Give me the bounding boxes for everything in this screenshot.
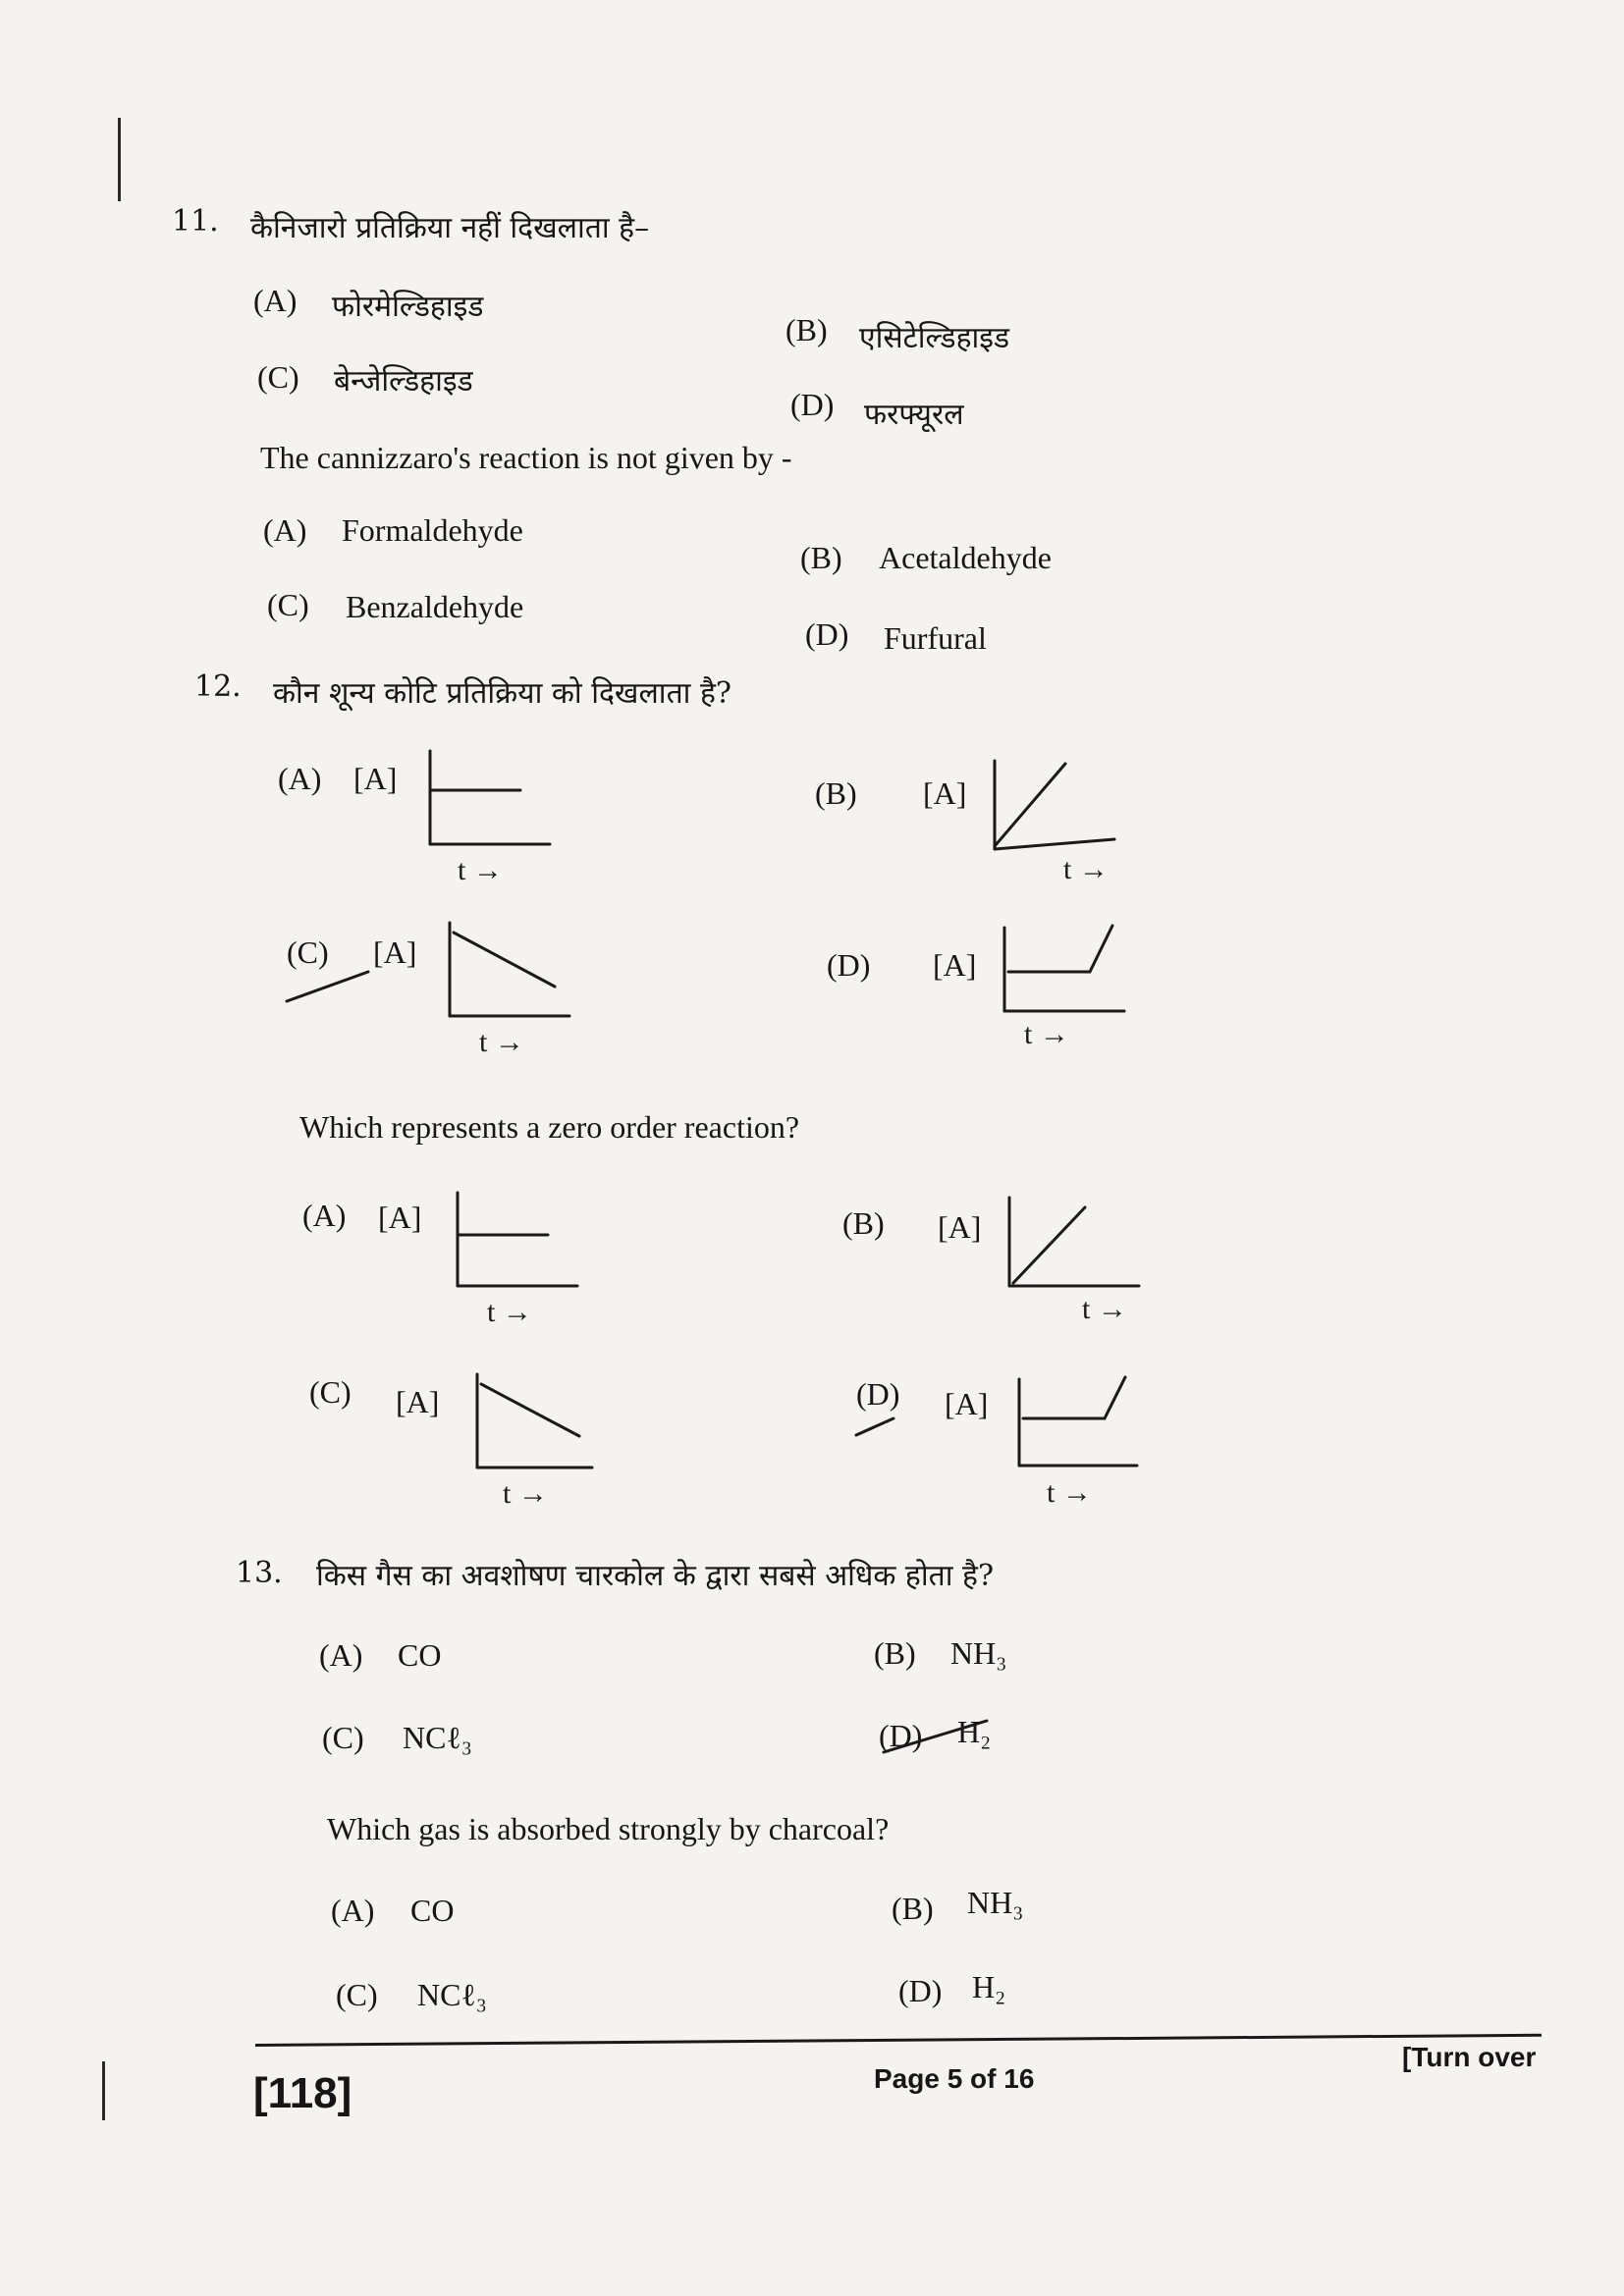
q12-en-graph-b-xlabel: t → bbox=[1082, 1293, 1127, 1325]
q12-hi-graph-a-ylabel: [A] bbox=[353, 761, 398, 796]
q12-en-graph-d-label: (D) bbox=[856, 1376, 900, 1412]
q12-en-graph-a-label: (A) bbox=[302, 1198, 347, 1233]
q12-hi-graph-c-xlabel: t → bbox=[479, 1026, 524, 1058]
q13-hi-option-c-label: (C) bbox=[322, 1720, 364, 1755]
q11-hi-option-b-label: (B) bbox=[785, 312, 828, 347]
q12-english-text: Which represents a zero order reaction? bbox=[299, 1109, 800, 1145]
q12-en-graph-a-xlabel: t → bbox=[487, 1296, 532, 1328]
q12-number: 12. bbox=[194, 669, 242, 704]
margin-mark-top bbox=[118, 118, 121, 201]
q12-hi-graph-b-label: (B) bbox=[815, 775, 857, 811]
q12-en-graph-b-label: (B) bbox=[842, 1205, 885, 1241]
q11-en-option-c-label: (C) bbox=[267, 587, 309, 622]
q13-hi-option-d-text: H₂ bbox=[957, 1714, 992, 1749]
q11-hi-option-b-text: एसिटेल्डिहाइड bbox=[859, 321, 1010, 355]
q12-en-graph-b-ylabel: [A] bbox=[938, 1209, 982, 1245]
footer-turn-over: [Turn over bbox=[1402, 2042, 1537, 2072]
q12-hi-graph-d-ylabel: [A] bbox=[933, 947, 977, 983]
q12-en-graph-d-tick-mark bbox=[854, 1414, 903, 1443]
q12-en-graph-c-label: (C) bbox=[309, 1374, 352, 1410]
q12-hi-graph-d-label: (D) bbox=[827, 947, 871, 983]
q12-hi-graph-c-ylabel: [A] bbox=[373, 934, 417, 970]
q12-hi-graph-a-label: (A) bbox=[278, 761, 322, 796]
q12-hi-graph-c bbox=[442, 918, 589, 1058]
q12-en-graph-a-ylabel: [A] bbox=[378, 1200, 422, 1235]
footer-page-number: Page 5 of 16 bbox=[874, 2063, 1035, 2094]
q13-hi-option-b-text: NH₃ bbox=[950, 1635, 1007, 1671]
q11-en-option-b-label: (B) bbox=[800, 540, 842, 575]
q11-en-option-c-text: Benzaldehyde bbox=[346, 589, 524, 624]
q12-hi-graph-a bbox=[422, 746, 560, 886]
q13-en-option-c-text: NCℓ₃ bbox=[417, 1977, 487, 2012]
q11-en-option-a-text: Formaldehyde bbox=[342, 512, 523, 548]
q11-hi-option-d-label: (D) bbox=[790, 387, 835, 422]
q12-hi-graph-c-label: (C) bbox=[287, 934, 329, 970]
q12-en-graph-c bbox=[469, 1369, 617, 1510]
margin-mark-bottom bbox=[102, 2061, 105, 2120]
q12-hi-graph-b-ylabel: [A] bbox=[923, 775, 967, 811]
q12-hindi-text: कौन शून्य कोटि प्रतिक्रिया को दिखलाता है? bbox=[273, 676, 731, 711]
q13-hi-option-b-label: (B) bbox=[874, 1635, 916, 1671]
q13-english-text: Which gas is absorbed strongly by charcoal? bbox=[327, 1811, 890, 1846]
q11-hindi-text: कैनिजारो प्रतिक्रिया नहीं दिखलाता है– bbox=[250, 211, 650, 245]
q13-en-option-b-label: (B) bbox=[892, 1891, 934, 1926]
q13-en-option-a-label: (A) bbox=[331, 1893, 375, 1928]
q11-hi-option-d-text: फरफ्यूरल bbox=[864, 398, 964, 432]
q11-number: 11. bbox=[172, 204, 219, 239]
q13-en-option-b-text: NH₃ bbox=[967, 1885, 1024, 1920]
q13-hi-option-a-text: CO bbox=[398, 1637, 442, 1673]
q12-en-graph-d bbox=[1011, 1369, 1159, 1507]
q11-hi-option-a-label: (A) bbox=[253, 283, 298, 318]
q12-hi-graph-b-xlabel: t → bbox=[1063, 853, 1109, 885]
q13-hi-option-c-text: NCℓ₃ bbox=[403, 1720, 472, 1755]
q11-en-option-d-text: Furfural bbox=[884, 620, 987, 656]
q12-en-graph-a bbox=[450, 1188, 587, 1328]
q11-en-option-b-text: Acetaldehyde bbox=[879, 540, 1052, 575]
q11-hi-option-a-text: फोरमेल्डिहाइड bbox=[332, 290, 484, 324]
q11-hi-option-c-label: (C) bbox=[257, 359, 299, 395]
q12-hi-graph-c-tick-mark bbox=[285, 967, 383, 1006]
q12-hi-graph-b bbox=[987, 756, 1134, 883]
q11-english-text: The cannizzaro's reaction is not given by - bbox=[260, 440, 792, 475]
q12-en-graph-b bbox=[1001, 1193, 1159, 1330]
footer-rule bbox=[255, 2034, 1542, 2047]
q11-hi-option-c-text: बेन्जेल्डिहाइड bbox=[334, 364, 473, 399]
footer-code: [118] bbox=[253, 2069, 352, 2117]
q12-en-graph-d-xlabel: t → bbox=[1047, 1476, 1092, 1509]
q13-hi-option-d-strike-mark bbox=[879, 1713, 997, 1762]
q12-hi-graph-d bbox=[997, 918, 1144, 1055]
q13-en-option-d-text: H₂ bbox=[972, 1969, 1006, 2004]
q12-hi-graph-d-xlabel: t → bbox=[1024, 1018, 1069, 1050]
q12-en-graph-c-xlabel: t → bbox=[503, 1477, 548, 1510]
q12-hi-graph-a-xlabel: t → bbox=[458, 854, 503, 886]
q13-en-option-c-label: (C) bbox=[336, 1977, 378, 2012]
q13-number: 13. bbox=[236, 1556, 283, 1590]
q13-hi-option-a-label: (A) bbox=[319, 1637, 363, 1673]
q13-hindi-text: किस गैस का अवशोषण चारकोल के द्वारा सबसे अधिक होता है? bbox=[316, 1559, 995, 1593]
q11-en-option-a-label: (A) bbox=[263, 512, 307, 548]
q12-en-graph-c-ylabel: [A] bbox=[396, 1384, 440, 1419]
q13-en-option-a-text: CO bbox=[410, 1893, 455, 1928]
q13-hi-option-d-label: (D) bbox=[879, 1718, 923, 1753]
q11-en-option-d-label: (D) bbox=[805, 616, 849, 652]
q13-en-option-d-label: (D) bbox=[898, 1973, 943, 2008]
q12-en-graph-d-ylabel: [A] bbox=[945, 1386, 989, 1421]
